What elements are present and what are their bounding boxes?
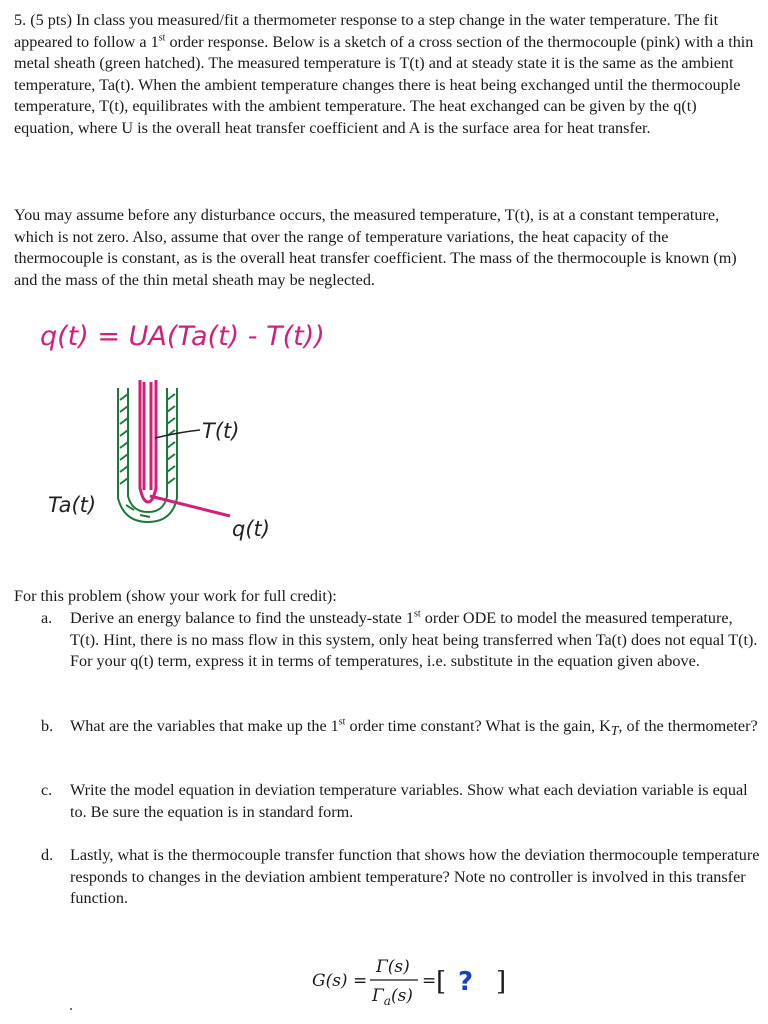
part-label: a. <box>41 609 53 627</box>
tf-equals: = <box>422 971 437 991</box>
problem-intro <box>14 10 756 140</box>
heat-equation: q(t) = UA(Ta(t) - T(t)) <box>40 321 325 352</box>
assumptions-paragraph: You may assume before any disturbance occurs, the measured temperature, T(t), is at a constant temperature, which is not zero. Also, assume that over the range of temperature variations, the heat capacity of the thermocouple is constant, as is the overall heat transfer coefficient. The mass of the thermocouple is known (m) and the mass of the thin metal sheath may be neglected. <box>14 206 737 289</box>
problem-points: (5 pts) <box>30 11 72 29</box>
intro-text: In class you measured/fit a thermometer response to a step change in the water temperature. The fit appeared to follow a 1 <box>14 11 719 51</box>
part-text: Lastly, what is the thermocouple transfer function that shows how the deviation thermocouple temperature responds to changes in the deviation ambient temperature? Note no controller is involved in this transfer function. <box>70 846 760 908</box>
tf-lhs: G(s) = <box>312 971 368 991</box>
part-text: Derive an energy balance to find the unsteady-state 1st order ODE to model the measured temperature, T(t). Hint, there is no mass flow in this system, only heat being transferred when Ta(t) does not equal T(t). For your q(t) term, express it in terms of temperatures, i.e. substitute in the equation given above. <box>70 608 758 671</box>
transfer-function <box>312 950 532 1010</box>
tf-open-bracket: [ <box>436 967 447 997</box>
thermocouple-sketch <box>40 310 340 550</box>
thermocouple-element <box>140 380 156 502</box>
part-label: c. <box>41 781 53 799</box>
tf-close-bracket: ] <box>496 967 507 997</box>
part-text: Write the model equation in deviation temperature variables. Show what each deviation variable is equal to. Be sure the equation is in standard form. <box>70 781 748 821</box>
label-heat-flow: q(t) <box>232 517 270 541</box>
label-ambient-temperature: Ta(t) <box>48 493 97 517</box>
tf-numerator: Γ(s) <box>376 957 410 977</box>
tf-denominator: $\Gamma_a(s)$ <box>372 986 413 1008</box>
intro-superscript: st <box>158 32 166 44</box>
intro-text-continued: order response. Below is a sketch of a cross section of the thermocouple (pink) with a thin metal sheath (green hatched). The measured temperature is T(t) and at steady state it is the same as the ambient temperature, Ta(t). When the ambient temperature changes there is heat being exchanged until the thermocouple temperature, T(t), equilibrates with the ambient temperature. The heat exchanged can be given by the q(t) equation, where U is the overall heat transfer coefficient and A is the surface area for heat transfer. <box>14 32 754 137</box>
problem-number: 5. <box>14 11 27 29</box>
instructions-lead: For this problem (show your work for full credit): <box>14 587 337 605</box>
part-label: b. <box>41 717 54 735</box>
stray-mark <box>70 1008 72 1010</box>
part-text: What are the variables that make up the 1st order time constant? What is the gain, $K_T$, of the thermometer? <box>70 716 758 739</box>
part-label: d. <box>41 846 54 864</box>
tf-unknown: ? <box>458 967 474 997</box>
label-measured-temperature: T(t) <box>202 419 240 443</box>
